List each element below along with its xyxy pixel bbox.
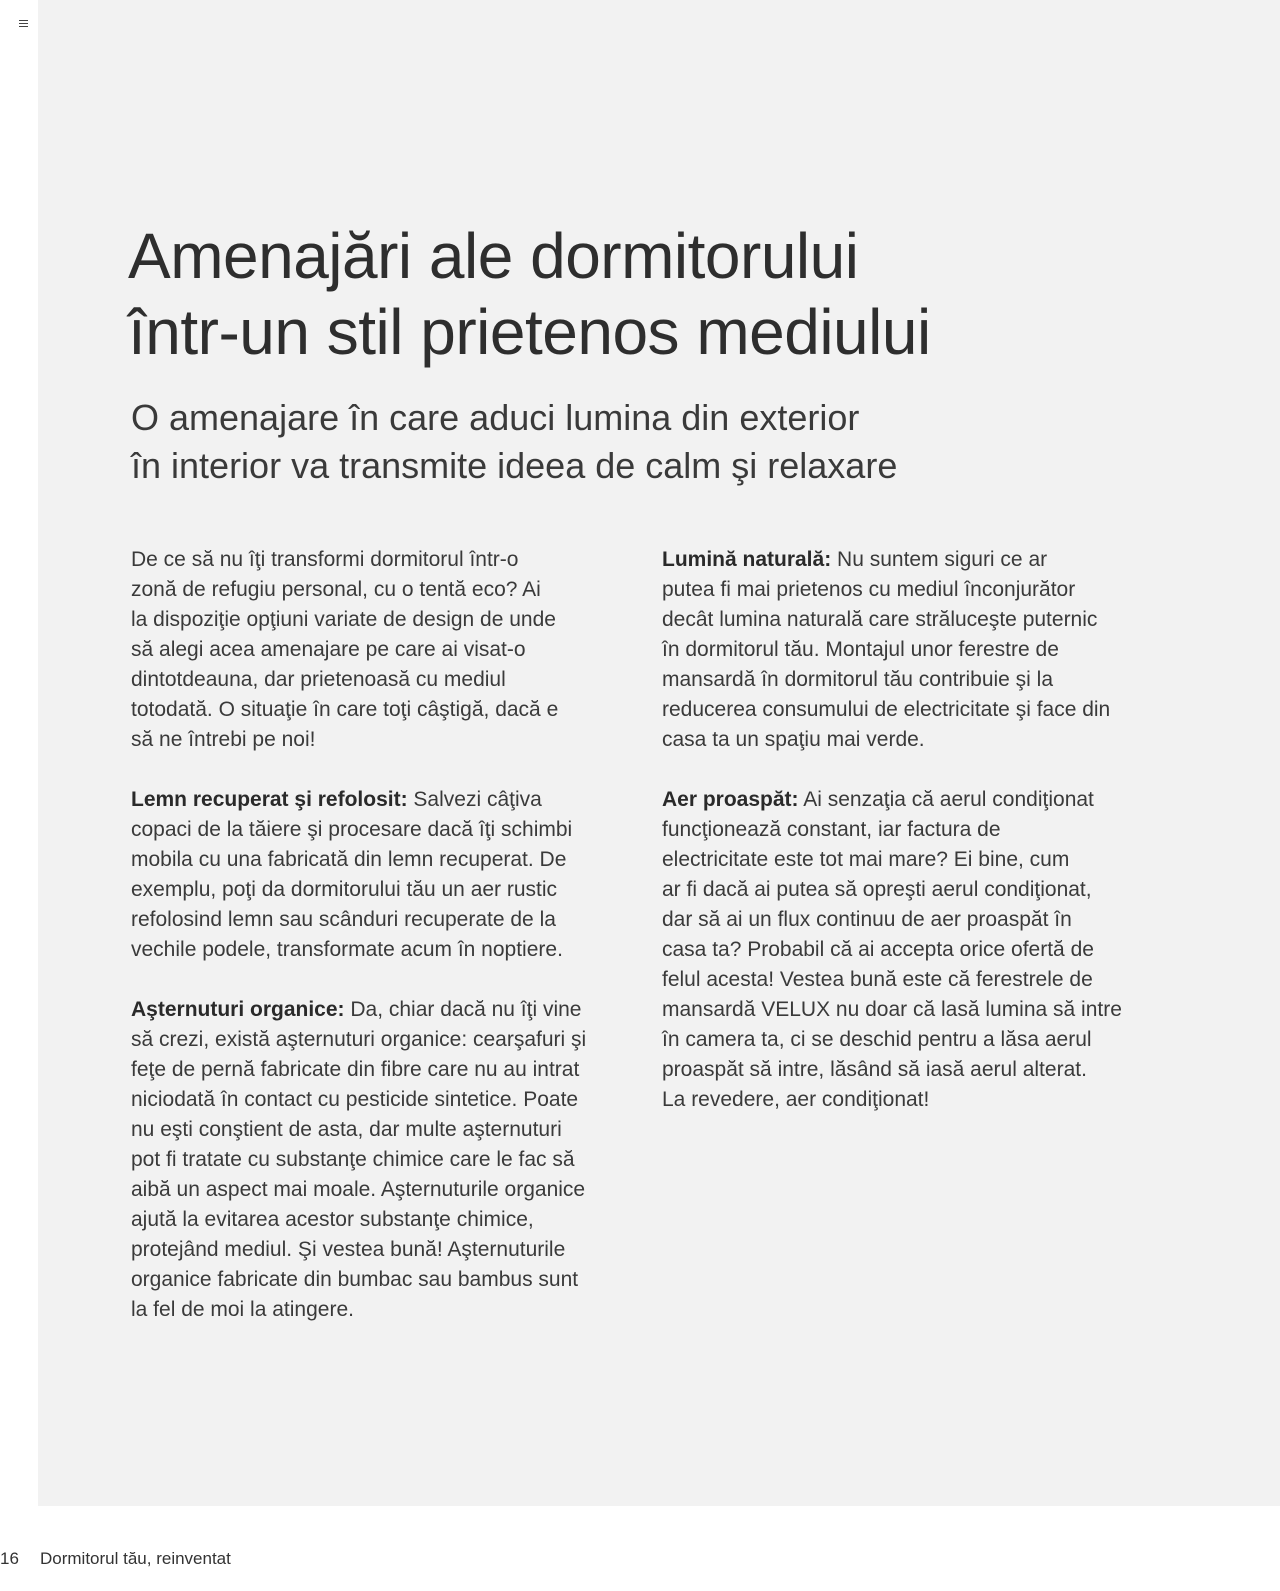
text-line: să ne întrebi pe noi! bbox=[131, 728, 316, 751]
text-line: De ce să nu îţi transformi dormitorul într-o bbox=[131, 548, 519, 571]
text-line: exemplu, poţi da dormitorului tău un aer rustic bbox=[131, 878, 558, 901]
text-line: la dispoziţie opţiuni variate de design de unde bbox=[131, 608, 556, 631]
text-line: pot fi tratate cu substanţe chimice care le fac să bbox=[131, 1148, 575, 1171]
text-line: protejând mediul. Şi vestea bună! Aşternuturile bbox=[131, 1238, 566, 1261]
text-line: mobila cu una fabricată din lemn recuperat. De bbox=[131, 848, 567, 871]
text-line: copaci de la tăiere şi procesare dacă îţi schimbi bbox=[131, 818, 573, 841]
air-paragraph bbox=[662, 785, 1132, 1115]
right-column bbox=[662, 545, 1132, 1145]
text-line: să alegi acea amenajare pe care ai visat-o bbox=[131, 638, 526, 661]
bedding-label: Aşternuturi organice: bbox=[131, 998, 345, 1021]
subtitle-line: în interior va transmite ideea de calm şi relaxare bbox=[131, 445, 898, 486]
text-line: proaspăt să intre, lăsând să iasă aerul alterat. bbox=[662, 1058, 1087, 1081]
air-label: Aer proaspăt: bbox=[662, 788, 799, 811]
text-line bbox=[131, 785, 601, 815]
text-line: funcţionează constant, iar factura de bbox=[662, 818, 1001, 841]
text-line: aibă un aspect mai moale. Aşternuturile organice bbox=[131, 1178, 586, 1201]
page-title bbox=[128, 218, 1188, 370]
text-line: zonă de refugiu personal, cu o tentă eco? Ai bbox=[131, 578, 541, 601]
title-line: într-un stil prietenos mediului bbox=[128, 296, 931, 368]
text-line: electricitate este tot mai mare? Ei bine, cum bbox=[662, 848, 1070, 871]
text-line: în camera ta, ci se deschid pentru a lăsa aerul bbox=[662, 1028, 1092, 1051]
text-line: în dormitorul tău. Montajul unor ferestre de bbox=[662, 638, 1059, 661]
text-line: organice fabricate din bumbac sau bambus sunt bbox=[131, 1268, 579, 1291]
text-line bbox=[131, 995, 601, 1025]
text-line: să crezi, există aşternuturi organice: cearşafuri şi bbox=[131, 1028, 587, 1051]
light-paragraph bbox=[662, 545, 1132, 755]
text-line: felul acesta! Vestea bună este că ferestrele de bbox=[662, 968, 1093, 991]
text-line: decât lumina naturală care străluceşte puternic bbox=[662, 608, 1098, 631]
text-line: feţe de pernă fabricate din fibre care nu au intrat bbox=[131, 1058, 580, 1081]
text-line: vechile podele, transformate acum în noptiere. bbox=[131, 938, 563, 961]
text-line: reducerea consumului de electricitate şi face din bbox=[662, 698, 1111, 721]
bedding-paragraph bbox=[131, 995, 601, 1325]
text-line: nu eşti conştient de asta, dar multe aşternuturi bbox=[131, 1118, 562, 1141]
title-line: Amenajări ale dormitorului bbox=[128, 220, 859, 292]
text-line: La revedere, aer condiţionat! bbox=[662, 1088, 930, 1111]
text-line: dar să ai un flux continuu de aer proaspăt în bbox=[662, 908, 1072, 931]
text-line: casa ta? Probabil că ai accepta orice ofertă de bbox=[662, 938, 1094, 961]
text-line: dintotdeauna, dar prietenoasă cu mediul bbox=[131, 668, 506, 691]
subtitle-line: O amenajare în care aduci lumina din exterior bbox=[131, 397, 860, 438]
footer-section-title: Dormitorul tău, reinventat bbox=[40, 1549, 231, 1568]
wood-lead: Salvezi câţiva bbox=[407, 788, 542, 811]
text-line: totodată. O situaţie în care toţi câştigă, dacă e bbox=[131, 698, 559, 721]
intro-paragraph bbox=[131, 545, 601, 755]
text-line: refolosind lemn sau scânduri recuperate de la bbox=[131, 908, 556, 931]
menu-icon[interactable] bbox=[19, 20, 28, 27]
text-line bbox=[662, 785, 1132, 815]
text-line: la fel de moi la atingere. bbox=[131, 1298, 354, 1321]
page-subtitle bbox=[131, 394, 1131, 490]
bedding-lead: Da, chiar dacă nu îţi vine bbox=[344, 998, 582, 1021]
wood-label: Lemn recuperat şi refolosit: bbox=[131, 788, 408, 811]
light-lead: Nu suntem siguri ce ar bbox=[831, 548, 1048, 571]
text-line: ajută la evitarea acestor substanţe chimice, bbox=[131, 1208, 534, 1231]
air-lead: Ai senzaţia că aerul condiţionat bbox=[798, 788, 1094, 811]
text-line: ar fi dacă ai putea să opreşti aerul condiţionat, bbox=[662, 878, 1092, 901]
text-line: niciodată în contact cu pesticide sintetice. Poate bbox=[131, 1088, 579, 1111]
page-number: 16 bbox=[0, 1549, 19, 1568]
text-line bbox=[662, 545, 1132, 575]
light-label: Lumină naturală: bbox=[662, 548, 832, 571]
text-line: putea fi mai prietenos cu mediul înconjurător bbox=[662, 578, 1076, 601]
wood-paragraph bbox=[131, 785, 601, 965]
text-line: mansardă VELUX nu doar că lasă lumina să intre bbox=[662, 998, 1122, 1021]
text-line: casa ta un spaţiu mai verde. bbox=[662, 728, 925, 751]
text-line: mansardă în dormitorul tău contribuie şi la bbox=[662, 668, 1054, 691]
left-column bbox=[131, 545, 601, 1355]
